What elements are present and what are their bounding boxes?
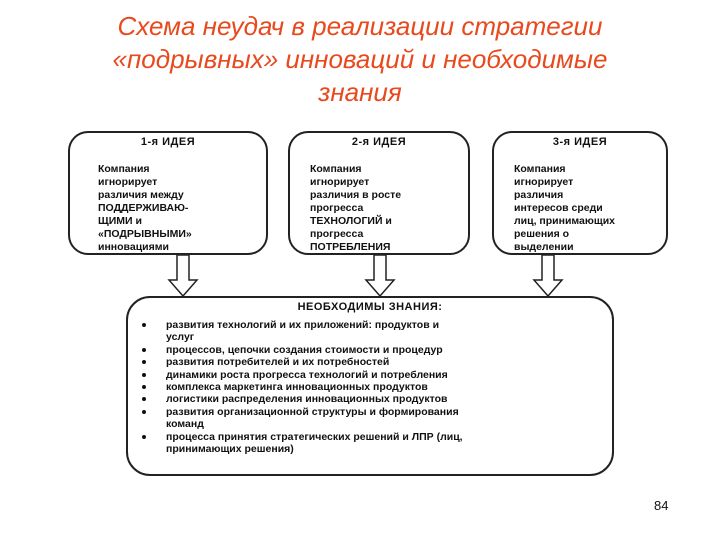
knowledge-item [142,406,604,431]
idea-2-line: прогресса [310,228,364,240]
idea-1-line: Компания [98,163,150,175]
idea-2-line: ТЕХНОЛОГИЙ и [310,215,392,227]
idea-1-line: различия между [98,189,184,201]
bullet-icon [142,410,146,414]
arrow-down-2 [366,255,394,296]
idea-box-3 [492,131,668,255]
idea-2-heading: 2-я ИДЕЯ [351,136,407,148]
idea-box-1 [68,131,268,255]
required-knowledge-box [126,296,614,476]
idea-2-line: Компания [310,163,362,175]
knowledge-heading: НЕОБХОДИМЫ ЗНАНИЯ: [297,301,443,313]
idea-3-line: игнорирует [514,176,574,188]
knowledge-item-text: принимающих решения) [166,443,294,456]
knowledge-item [142,431,604,456]
knowledge-item [142,381,604,393]
idea-3-line: Компания [514,163,566,175]
idea-1-line: ЩИМИ и [98,215,142,227]
bullet-icon [142,397,146,401]
idea-1-line: инновациями [98,241,169,253]
idea-3-line: решения о [514,228,570,240]
knowledge-item-text: процессов, цепочки создания стоимости и процедур [166,343,443,356]
page-number: 84 [654,498,669,513]
bullet-icon [142,348,146,352]
idea-3-line: интересов среди [514,202,603,214]
idea-1-text [98,163,258,254]
knowledge-list [142,319,604,455]
bullet-icon [142,360,146,364]
bullet-icon [142,323,146,327]
arrow-down-1 [169,255,197,296]
title-line-2: «подрывных» инноваций и необходимые [112,44,608,74]
idea-3-line: лиц, принимающих [514,215,616,227]
knowledge-item [142,344,604,356]
idea-2-line: различия в росте [310,189,402,201]
bullet-icon [142,373,146,377]
knowledge-item-text: комплекса маркетинга инновационных продуктов [166,381,428,394]
idea-1-heading: 1-я ИДЕЯ [140,136,196,148]
idea-2-text [310,163,460,254]
knowledge-item-text: услуг [166,331,195,344]
idea-1-line: игнорирует [98,176,158,188]
knowledge-item [142,393,604,405]
knowledge-item-text: динамики роста прогресса технологий и потребления [166,368,448,381]
knowledge-item-text: логистики распределения инновационных продуктов [166,393,448,406]
idea-box-2 [288,131,470,255]
title-line-1: Схема неудач в реализации стратегии [117,11,603,41]
idea-1-line: «ПОДРЫВНЫМИ» [98,228,192,240]
bullet-icon [142,435,146,439]
idea-3-line: различия [514,189,564,201]
knowledge-item-text: процесса принятия стратегических решений и ЛПР (лиц, [166,430,463,443]
knowledge-item [142,356,604,368]
bullet-icon [142,385,146,389]
arrow-down-3 [534,255,562,296]
idea-3-heading: 3-я ИДЕЯ [552,136,608,148]
knowledge-item-text: развития потребителей и их потребностей [166,356,390,369]
knowledge-item-text: развития технологий и их приложений: продуктов и [166,319,440,331]
idea-2-line: игнорирует [310,176,370,188]
knowledge-item-text: развития организационной структуры и формирования [166,405,459,418]
idea-1-line: ПОДДЕРЖИВАЮ- [98,202,189,214]
idea-3-line: выделении [514,241,574,253]
knowledge-item [142,319,604,344]
idea-2-line: ПОТРЕБЛЕНИЯ [310,241,391,253]
knowledge-item-text: команд [166,418,204,431]
title-line-3: знания [318,77,402,107]
idea-3-text [514,163,658,254]
idea-2-line: прогресса [310,202,364,214]
knowledge-item [142,369,604,381]
